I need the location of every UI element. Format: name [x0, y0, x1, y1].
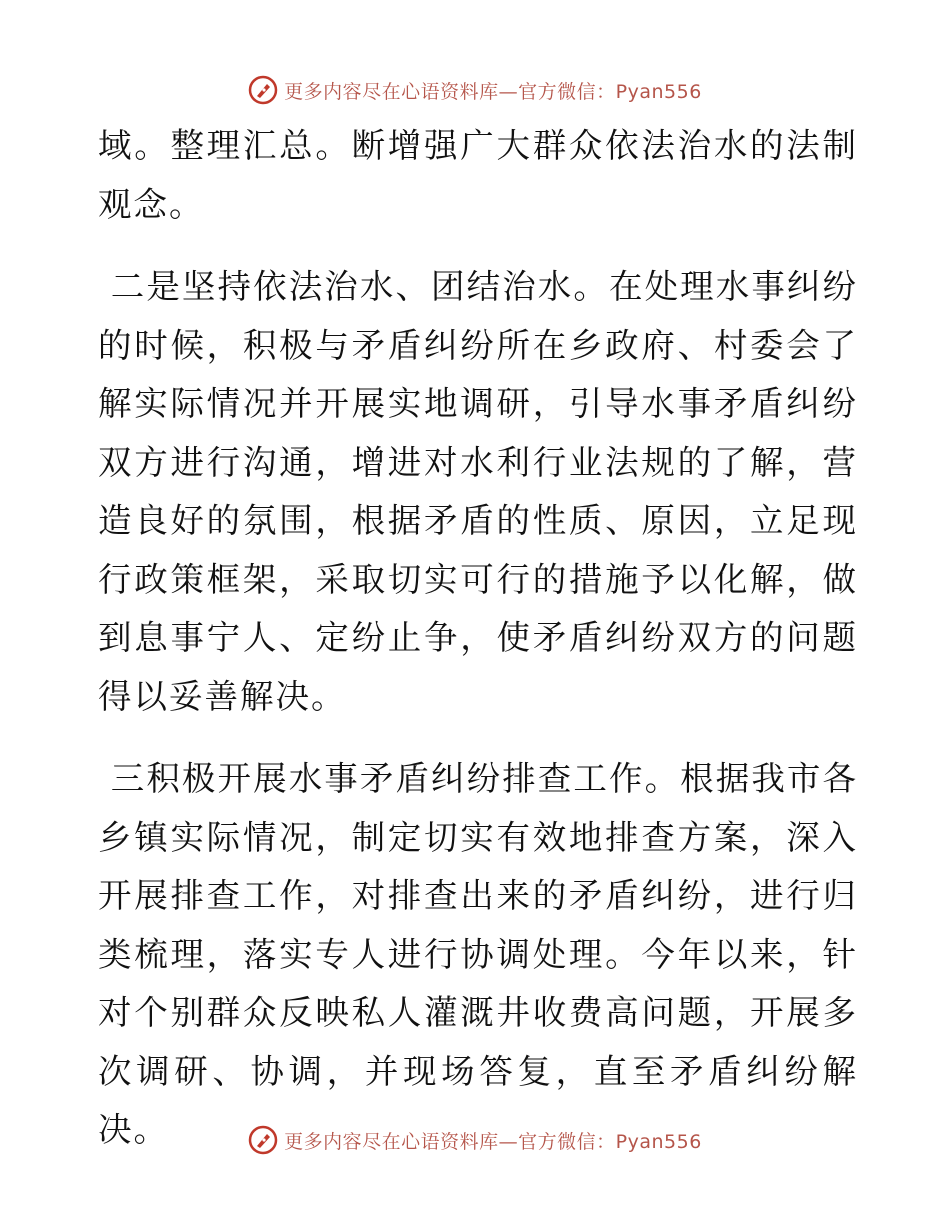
watermark-text: 更多内容尽在心语资料库—官方微信：Pyan556 — [284, 80, 702, 103]
paragraph-1: 域。整理汇总。断增强广大群众依法治水的法制观念。 — [98, 126, 858, 224]
pen-nib-circle-icon — [248, 75, 278, 105]
watermark-text: 更多内容尽在心语资料库—官方微信：Pyan556 — [284, 1130, 702, 1153]
paragraph-3: 三积极开展水事矛盾纠纷排查工作。根据我市各乡镇实际情况，制定切实有效地排查方案，深入开展排查工作，对排查出来的矛盾纠纷，进行归类梳理，落实专人进行协调处理。今年以来，针对个别群众反映私人灌溉井收费高问题，开展多次调研、协调，并现场答复，直至矛盾纠纷解决。 — [98, 759, 859, 1149]
document-body — [98, 117, 858, 1160]
footer-watermark — [0, 1120, 950, 1160]
pen-nib-circle-icon — [248, 1125, 278, 1155]
paragraph-2: 二是坚持依法治水、团结治水。在处理水事纠纷的时候，积极与矛盾纠纷所在乡政府、村委会了解实际情况并开展实地调研，引导水事矛盾纠纷双方进行沟通，增进对水利行业法规的了解，营造良好的氛围，根据矛盾的性质、原因，立足现行政策框架，采取切实可行的措施予以化解，做到息事宁人、定纷止争，使矛盾纠纷双方的问题得以妥善解决。 — [98, 267, 859, 716]
header-watermark — [0, 70, 950, 110]
